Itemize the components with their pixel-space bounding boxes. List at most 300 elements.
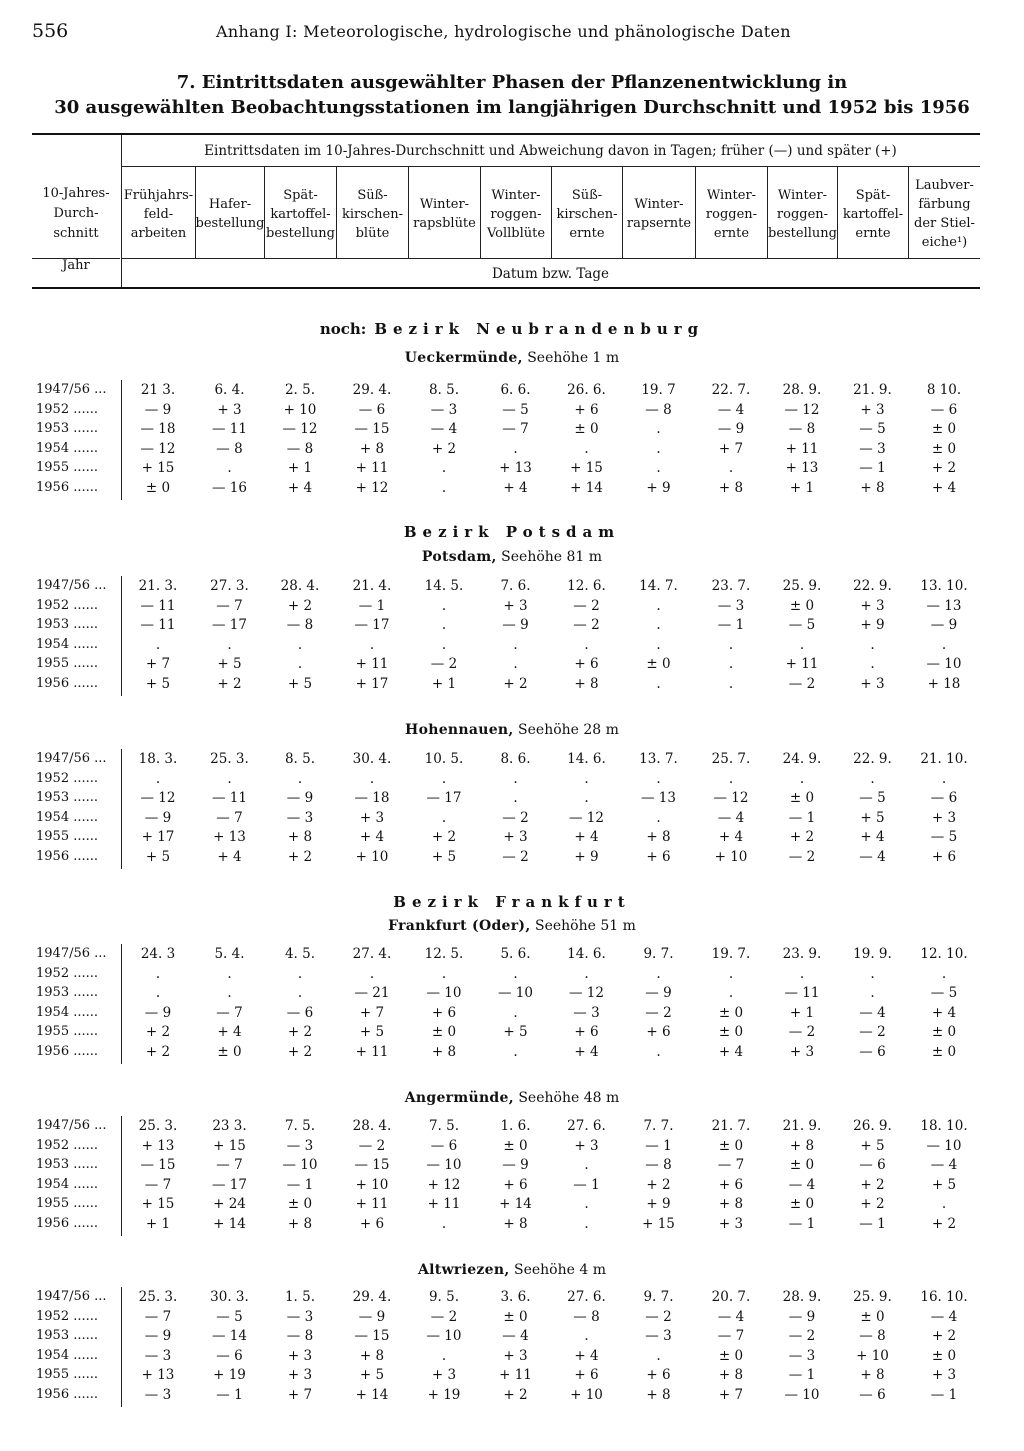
table-cell: . <box>297 636 303 653</box>
table-cell: 5. 6. <box>500 946 531 962</box>
table-row <box>0 1024 1024 1044</box>
table-cell: . <box>441 460 447 477</box>
table-cell: + 4 <box>574 829 599 846</box>
column-heading-line: blüte <box>355 225 390 241</box>
column-heading-line: bestellung <box>195 216 265 231</box>
table-cell: + 6 <box>718 1176 744 1193</box>
table-cell: — 8 <box>573 1308 600 1325</box>
table-cell: . <box>227 770 232 787</box>
table-cell: + 5 <box>359 1024 385 1041</box>
table-cell: + 8 <box>287 1216 313 1232</box>
table-cell: + 9 <box>646 1196 671 1213</box>
table-cell: . <box>941 770 947 787</box>
table-cell: — 17 <box>426 790 462 807</box>
table-cell: — 4 <box>717 1308 745 1325</box>
table-cell: + 10 <box>570 1387 603 1403</box>
table-cell: + 9 <box>574 849 599 865</box>
table-cell: 14. 7. <box>639 578 678 594</box>
table-cell: — 9 <box>788 1308 816 1325</box>
column-heading <box>337 171 408 257</box>
table-cell: + 2 <box>931 460 957 477</box>
column-heading <box>552 171 622 257</box>
table-cell: . <box>513 965 518 982</box>
row-year: 1954 ...... <box>36 1004 99 1020</box>
table-cell: + 13 <box>213 829 246 846</box>
table-cell: — 10 <box>926 656 962 673</box>
table-cell: — 3 <box>788 1347 816 1364</box>
column-heading-line: Winter- <box>706 187 757 203</box>
table-cell: . <box>441 617 447 634</box>
table-cell: + 13 <box>499 460 532 477</box>
table-cell: . <box>656 421 661 438</box>
table-cell: 21. 7. <box>711 1118 751 1134</box>
table-cell: + 2 <box>287 597 313 614</box>
table-cell: . <box>728 656 734 673</box>
table-cell: . <box>297 656 303 673</box>
table-cell: . <box>799 770 805 787</box>
table-cell: . <box>656 770 661 787</box>
row-year: 1955 ...... <box>36 1024 99 1040</box>
table-cell: + 2 <box>860 1176 885 1193</box>
table-cell: 25. 3. <box>138 1289 178 1305</box>
table-cell: + 4 <box>503 480 528 496</box>
table-row <box>0 1005 1024 1025</box>
table-cell: ± 0 <box>931 421 957 438</box>
table-cell: — 7 <box>216 1004 243 1021</box>
table-cell: + 8 <box>789 1137 815 1154</box>
table-row <box>0 617 1024 637</box>
header-top-rule <box>32 133 980 135</box>
table-cell: . <box>584 965 589 982</box>
column-heading <box>265 171 336 257</box>
table-cell: + 3 <box>431 1367 457 1384</box>
table-cell: 12. 5. <box>424 946 464 962</box>
table-cell: + 2 <box>931 1328 957 1345</box>
table-cell: 3. 6. <box>500 1289 531 1305</box>
table-cell: — 9 <box>717 421 745 438</box>
table-cell: — 11 <box>784 985 820 1002</box>
station-elevation: Seehöhe 4 m <box>509 1262 606 1278</box>
table-cell: — 11 <box>212 790 247 807</box>
table-cell: + 19 <box>213 1367 246 1384</box>
table-cell: . <box>656 636 661 653</box>
table-cell: + 7 <box>145 656 171 673</box>
table-cell: ± 0 <box>431 1024 457 1041</box>
table-title-line-2: 30 ausgewählten Beobachtungsstationen im langjährigen Durchschnitt und 1952 bis 1956 <box>54 97 970 118</box>
table-cell: + 9 <box>646 480 671 496</box>
table-row <box>0 810 1024 830</box>
table-row <box>0 480 1024 500</box>
column-heading-line: bestellung <box>266 225 335 241</box>
table-cell: + 2 <box>503 1387 528 1403</box>
table-cell: + 14 <box>355 1387 389 1403</box>
table-cell: — 2 <box>645 1004 672 1021</box>
table-row <box>0 1196 1024 1216</box>
table-cell: + 1 <box>789 1004 815 1021</box>
table-row <box>0 985 1024 1005</box>
table-cell: . <box>369 965 375 982</box>
table-cell: + 6 <box>574 1367 599 1384</box>
table-cell: . <box>656 1044 661 1060</box>
table-cell: — 2 <box>430 1308 458 1325</box>
table-cell: + 8 <box>287 829 313 846</box>
table-cell: . <box>155 636 161 653</box>
table-cell: + 2 <box>789 829 815 846</box>
table-cell: — 9 <box>286 790 314 807</box>
table-cell: — 8 <box>286 440 314 457</box>
table-cell: + 15 <box>141 460 175 477</box>
row-year: 1956 ...... <box>36 1387 99 1402</box>
table-cell: + 6 <box>574 401 599 418</box>
table-cell: . <box>728 965 734 982</box>
table-cell: 14. 5. <box>424 578 464 594</box>
column-heading-text <box>768 186 837 243</box>
column-heading-text <box>843 186 903 243</box>
table-cell: . <box>656 1347 661 1364</box>
station-heading <box>0 350 1024 366</box>
table-cell: — 2 <box>788 849 816 865</box>
row-year: 1947/56 ... <box>36 382 107 397</box>
column-heading-line: kartoffel- <box>842 206 904 222</box>
column-heading-line: der Stiel- <box>914 216 975 231</box>
table-cell: + 7 <box>287 1387 313 1403</box>
column-heading-line: ernte <box>713 225 750 241</box>
table-cell: — 3 <box>286 809 314 826</box>
table-cell: — 3 <box>859 440 886 457</box>
table-cell: — 15 <box>354 1157 390 1174</box>
table-cell: — 6 <box>930 790 958 807</box>
table-cell: — 18 <box>354 790 390 807</box>
column-heading <box>623 171 695 257</box>
table-cell: ± 0 <box>503 1137 528 1154</box>
table-cell: — 1 <box>788 809 816 826</box>
table-cell: . <box>584 1157 589 1174</box>
table-cell: — 7 <box>717 1157 745 1174</box>
table-cell: — 12 <box>784 401 820 418</box>
table-cell: + 8 <box>718 1367 744 1384</box>
table-cell: — 11 <box>140 597 176 614</box>
table-cell: — 15 <box>354 421 390 438</box>
table-cell: . <box>584 790 589 807</box>
table-cell: — 9 <box>502 617 529 634</box>
table-cell: + 4 <box>931 480 957 496</box>
table-cell: + 1 <box>789 480 815 496</box>
table-cell: + 3 <box>217 401 242 418</box>
table-cell: — 9 <box>502 1157 529 1174</box>
table-row <box>0 1138 1024 1158</box>
table-cell: 28. 9. <box>782 1289 822 1305</box>
table-cell: ± 0 <box>718 1137 744 1154</box>
table-cell: + 8 <box>718 1196 744 1213</box>
table-cell: 12. 10. <box>920 946 968 962</box>
table-cell: — 5 <box>216 1308 243 1325</box>
table-cell: — 17 <box>354 617 390 634</box>
table-cell: — 14 <box>212 1328 247 1345</box>
header-unit-text: Datum bzw. Tage <box>491 266 609 282</box>
table-row <box>0 441 1024 461</box>
table-cell: ± 0 <box>646 656 671 673</box>
table-cell: 13. 7. <box>639 751 678 767</box>
table-cell: . <box>441 1347 447 1364</box>
row-year: 1952 ...... <box>36 401 99 417</box>
table-cell: + 18 <box>927 676 961 692</box>
table-cell: 1. 6. <box>500 1118 531 1134</box>
table-row <box>0 1289 1024 1309</box>
table-cell: + 5 <box>145 849 171 865</box>
row-year: 1952 ...... <box>36 1308 99 1324</box>
table-cell: 6. 6. <box>500 382 531 398</box>
table-cell: + 3 <box>503 1347 528 1364</box>
table-cell: ± 0 <box>574 421 599 438</box>
table-row <box>0 1387 1024 1407</box>
table-cell: — 6 <box>216 1347 243 1364</box>
table-cell: — 10 <box>426 985 462 1002</box>
table-cell: — 6 <box>286 1004 314 1021</box>
table-cell: . <box>513 440 518 457</box>
table-row <box>0 946 1024 966</box>
table-cell: — 10 <box>282 1157 318 1174</box>
table-cell: 25. 7. <box>711 751 751 767</box>
table-row <box>0 1157 1024 1177</box>
table-cell: + 6 <box>646 1367 671 1384</box>
table-cell: — 6 <box>930 401 958 418</box>
table-cell: — 12 <box>140 790 176 807</box>
table-row <box>0 402 1024 422</box>
table-row <box>0 598 1024 618</box>
column-heading-text <box>556 186 617 243</box>
row-year: 1952 ...... <box>36 965 99 981</box>
table-cell: — 9 <box>144 1004 172 1021</box>
table-cell: 25. 9. <box>853 1289 892 1305</box>
table-cell: — 3 <box>430 401 458 418</box>
column-heading-line: arbeiten <box>130 225 187 241</box>
table-cell: — 5 <box>859 790 886 807</box>
table-cell: — 13 <box>926 597 962 614</box>
table-cell: 18. 3. <box>138 751 178 767</box>
table-row <box>0 1309 1024 1329</box>
table-cell: + 5 <box>217 656 242 673</box>
column-heading <box>768 171 837 257</box>
table-cell: + 7 <box>718 1387 744 1403</box>
column-heading-line: rapsblüte <box>413 216 476 231</box>
table-cell: — 1 <box>788 1216 816 1232</box>
table-cell: + 5 <box>931 1176 957 1193</box>
table-cell: 22. 9. <box>853 578 892 594</box>
table-cell: — 9 <box>930 617 958 634</box>
table-row <box>0 578 1024 598</box>
table-cell: 25. 3. <box>138 1118 178 1134</box>
table-cell: ± 0 <box>503 1308 528 1325</box>
table-cell: 6. 4. <box>214 382 245 398</box>
table-cell: 30. 3. <box>210 1289 249 1305</box>
table-cell: — 3 <box>144 1347 172 1364</box>
table-cell: ± 0 <box>931 1044 957 1060</box>
table-cell: + 5 <box>145 676 171 692</box>
table-cell: — 9 <box>358 1308 386 1325</box>
table-cell: 14. 6. <box>567 946 606 962</box>
table-cell: — 4 <box>788 1176 816 1193</box>
column-heading-line: Frühjahrs- <box>123 187 194 203</box>
table-cell: . <box>656 965 661 982</box>
station-elevation: Seehöhe 1 m <box>522 350 620 366</box>
table-cell: — 6 <box>358 401 386 418</box>
station-elevation: Seehöhe 28 m <box>513 722 619 738</box>
table-cell: + 5 <box>431 849 457 865</box>
row-year: 1954 ...... <box>36 1176 99 1192</box>
table-row <box>0 421 1024 441</box>
table-cell: . <box>513 1004 518 1021</box>
table-cell: — 7 <box>717 1328 745 1345</box>
column-heading <box>481 171 551 257</box>
table-cell: — 8 <box>788 421 816 438</box>
table-cell: — 12 <box>569 985 604 1002</box>
table-cell: 21 3. <box>140 382 176 398</box>
row-year: 1947/56 ... <box>36 946 107 961</box>
table-cell: + 6 <box>646 849 671 865</box>
table-cell: 9. 7. <box>643 946 674 962</box>
table-cell: . <box>584 1216 589 1232</box>
table-cell: ± 0 <box>931 1024 957 1041</box>
region-name: Bezirk Neubrandenburg <box>374 320 705 338</box>
column-heading-line: kartoffel- <box>270 206 331 222</box>
row-year: 1955 ...... <box>36 460 99 476</box>
table-cell: 8. 5. <box>428 382 460 398</box>
row-year: 1953 ...... <box>36 421 99 437</box>
table-cell: — 18 <box>140 421 176 438</box>
table-cell: ± 0 <box>931 1347 957 1364</box>
table-cell: + 5 <box>287 676 313 692</box>
column-heading <box>696 171 767 257</box>
table-cell: — 3 <box>645 1328 672 1345</box>
table-cell: . <box>513 790 518 807</box>
table-cell: . <box>870 770 875 787</box>
table-cell: ± 0 <box>217 1044 242 1060</box>
column-heading-text <box>627 195 691 233</box>
table-cell: . <box>227 636 232 653</box>
station-heading <box>0 918 1024 934</box>
region-name: Bezirk Potsdam <box>403 523 621 541</box>
station-name: Frankfurt (Oder), <box>388 918 531 934</box>
table-cell: 2. 5. <box>284 382 316 398</box>
table-cell: 19. 9. <box>853 946 892 962</box>
table-cell: . <box>656 440 661 457</box>
table-cell: + 4 <box>574 1044 599 1060</box>
table-cell: 28. 9. <box>782 382 822 398</box>
table-cell: + 2 <box>145 1024 171 1041</box>
table-cell: + 3 <box>503 597 528 614</box>
table-cell: + 14 <box>570 480 603 496</box>
table-cell: 21. 3. <box>138 578 178 594</box>
table-cell: — 6 <box>859 1387 886 1403</box>
station-heading <box>0 1090 1024 1106</box>
station-elevation: Seehöhe 81 m <box>496 549 603 565</box>
column-heading-line: kirschen- <box>556 206 618 222</box>
table-cell: . <box>513 656 518 673</box>
row-year: 1956 ...... <box>36 1216 99 1231</box>
table-cell: + 11 <box>355 656 389 673</box>
table-cell: + 3 <box>718 1216 744 1232</box>
table-cell: 7. 5. <box>284 1118 316 1134</box>
table-cell: . <box>941 1196 947 1213</box>
column-heading-line: rapsernte <box>626 216 692 231</box>
row-year: 1954 ...... <box>36 440 99 456</box>
table-cell: + 7 <box>718 440 744 457</box>
left-heading-line: 10-Jahres- <box>42 186 110 201</box>
table-cell: . <box>369 770 375 787</box>
table-cell: + 8 <box>860 480 885 496</box>
table-row <box>0 771 1024 791</box>
table-cell: ± 0 <box>718 1024 744 1041</box>
table-cell: ± 0 <box>860 1308 885 1325</box>
table-cell: — 11 <box>212 421 247 438</box>
table-row <box>0 790 1024 810</box>
table-cell: + 11 <box>785 656 819 673</box>
table-cell: — 9 <box>645 985 672 1002</box>
column-heading-text <box>266 186 335 243</box>
table-cell: + 3 <box>503 829 528 846</box>
table-cell: + 15 <box>141 1196 175 1213</box>
table-cell: . <box>799 636 805 653</box>
table-cell: + 2 <box>931 1216 957 1232</box>
table-cell: 8. 6. <box>500 751 531 767</box>
table-cell: 8 10. <box>926 382 962 398</box>
table-cell: — 5 <box>930 829 958 846</box>
table-cell: — 3 <box>144 1387 172 1403</box>
table-cell: ± 0 <box>287 1196 313 1213</box>
table-cell: 1. 5. <box>284 1289 316 1305</box>
station-name: Altwriezen, <box>418 1262 510 1278</box>
table-cell: + 6 <box>646 1024 671 1041</box>
table-cell: + 2 <box>860 1196 885 1213</box>
column-heading-line: roggen- <box>705 206 758 222</box>
table-cell: ± 0 <box>789 597 815 614</box>
table-cell: + 17 <box>355 676 389 692</box>
table-cell: . <box>297 985 303 1002</box>
table-cell: . <box>728 636 734 653</box>
table-cell: 27. 6. <box>567 1289 606 1305</box>
table-cell: . <box>941 965 947 982</box>
column-heading-line: bestellung <box>768 225 837 241</box>
table-cell: — 2 <box>502 809 529 826</box>
column-heading-line: ernte <box>855 225 891 241</box>
table-cell: 23. 9. <box>782 946 822 962</box>
table-cell: + 4 <box>217 849 242 865</box>
table-cell: + 2 <box>287 1024 313 1041</box>
table-cell: 23. 7. <box>711 578 751 594</box>
table-cell: + 3 <box>931 809 957 826</box>
table-cell: — 5 <box>788 617 816 634</box>
table-cell: — 13 <box>641 790 676 807</box>
table-row <box>0 1216 1024 1236</box>
table-cell: . <box>870 636 875 653</box>
table-cell: 24. 3 <box>140 946 176 962</box>
table-cell: — 4 <box>930 1157 958 1174</box>
column-heading-line: Spät- <box>855 187 891 203</box>
table-row <box>0 1044 1024 1064</box>
table-cell: . <box>870 985 875 1002</box>
row-year: 1947/56 ... <box>36 1289 107 1304</box>
table-row <box>0 1328 1024 1348</box>
table-cell: + 11 <box>499 1367 532 1384</box>
table-cell: — 2 <box>788 676 816 692</box>
table-cell: + 6 <box>931 849 957 865</box>
table-cell: 27. 6. <box>567 1118 606 1134</box>
column-heading-text <box>196 195 265 233</box>
table-cell: 23 3. <box>212 1118 247 1134</box>
table-cell: . <box>656 676 661 692</box>
table-cell: 22. 9. <box>853 751 892 767</box>
table-cell: + 3 <box>287 1347 313 1364</box>
